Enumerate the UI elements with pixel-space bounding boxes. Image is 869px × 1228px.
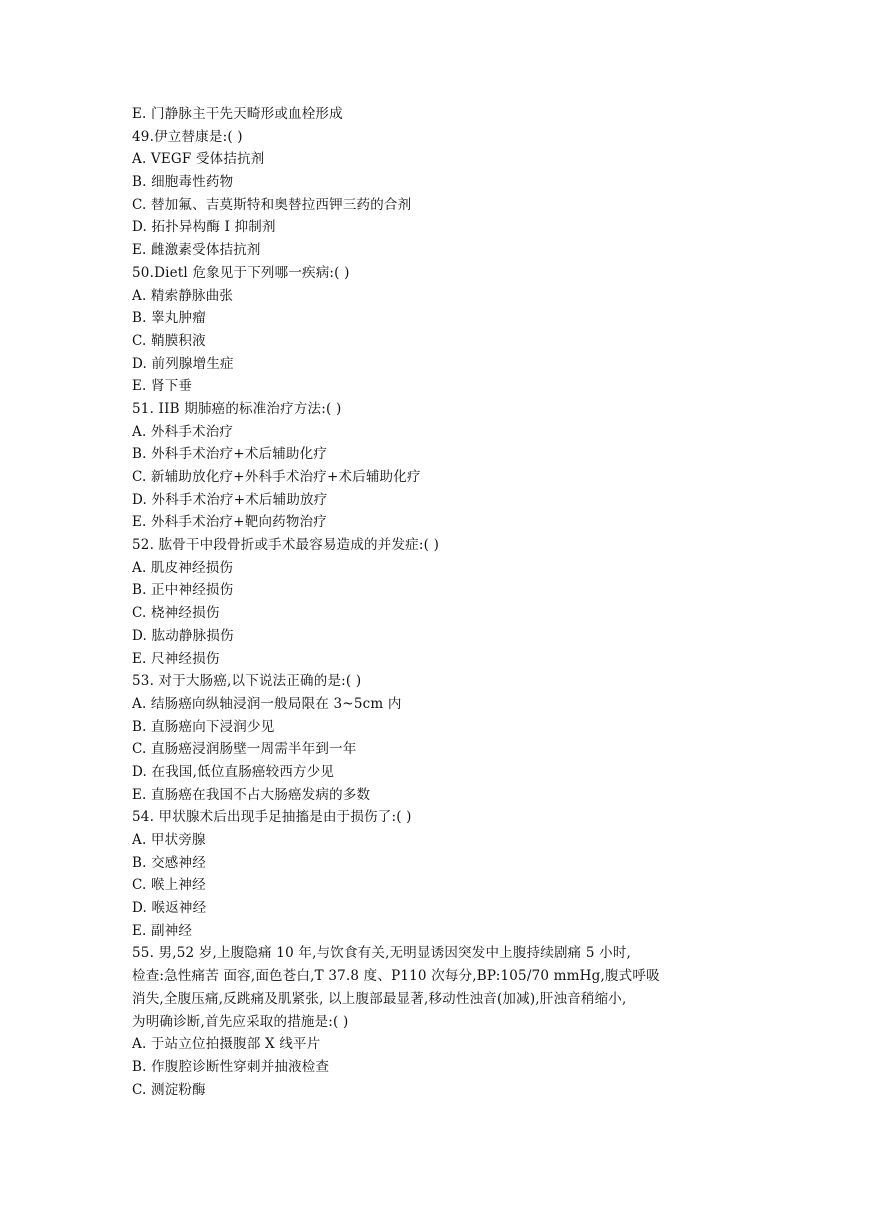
question-line: 50.Dietl 危象见于下列哪一疾病:( ) <box>132 264 350 281</box>
option-line: E. 直肠癌在我国不占大肠癌发病的多数 <box>132 786 371 803</box>
option-line: A. 外科手术治疗 <box>132 423 234 440</box>
option-line: E. 肾下垂 <box>132 378 193 395</box>
option-line: B. 外科手术治疗+术后辅助化疗 <box>132 446 328 463</box>
question-line: 52. 肱骨干中段骨折或手术最容易造成的并发症:( ) <box>132 537 440 554</box>
option-line: A. 肌皮神经损伤 <box>132 559 234 576</box>
question-line: 检查:急性痛苦 面容,面色苍白,T 37.8 度、P110 次每分,BP:105/70 mmHg,腹式呼吸 <box>132 968 660 985</box>
question-line: 51. IIB 期肺癌的标准治疗方法:( ) <box>132 400 342 417</box>
option-line: B. 细胞毒性药物 <box>132 174 234 191</box>
option-line: D. 前列腺增生症 <box>132 355 234 372</box>
option-line: A. VEGF 受体拮抗剂 <box>132 151 265 168</box>
document-page <box>132 103 752 1101</box>
option-line: D. 拓扑异构酶 I 抑制剂 <box>132 219 276 236</box>
option-line: C. 测淀粉酶 <box>132 1081 206 1098</box>
option-line: A. 结肠癌向纵轴浸润一般局限在 3~5cm 内 <box>132 695 402 712</box>
question-line: 49.伊立替康是:( ) <box>132 128 243 145</box>
option-line: E. 雌激素受体拮抗剂 <box>132 242 261 259</box>
option-line: B. 直肠癌向下浸润少见 <box>132 718 275 735</box>
option-line: A. 于站立位拍摄腹部 X 线平片 <box>132 1036 321 1053</box>
option-line: C. 直肠癌浸润肠壁一周需半年到一年 <box>132 741 357 758</box>
option-line: E. 尺神经损伤 <box>132 650 220 667</box>
option-line: C. 鞘膜积液 <box>132 332 206 349</box>
option-line: D. 外科手术治疗+术后辅助放疗 <box>132 491 328 508</box>
question-line: 消失,全腹压痛,反跳痛及肌紧张, 以上腹部最显著,移动性浊音(加减),肝浊音稍缩小, <box>132 990 627 1007</box>
question-line: 55. 男,52 岁,上腹隐痛 10 年,与饮食有关,无明显诱因突发中上腹持续剧痛 5 小时, <box>132 945 632 962</box>
option-line: C. 喉上神经 <box>132 877 206 894</box>
option-line: E. 外科手术治疗+靶向药物治疗 <box>132 514 327 531</box>
option-line: B. 作腹腔诊断性穿刺并抽液检查 <box>132 1058 330 1075</box>
option-line: D. 喉返神经 <box>132 900 207 917</box>
option-line: E. 副神经 <box>132 922 193 939</box>
option-line: B. 正中神经损伤 <box>132 582 234 599</box>
option-line: A. 甲状旁腺 <box>132 832 206 848</box>
option-line: A. 精索静脉曲张 <box>132 287 234 304</box>
option-line: D. 在我国,低位直肠癌较西方少见 <box>132 763 335 780</box>
option-line: B. 睾丸肿瘤 <box>132 310 206 327</box>
option-line: E. 门静脉主干先天畸形或血栓形成 <box>132 106 343 122</box>
option-line: B. 交感神经 <box>132 854 206 871</box>
question-line: 53. 对于大肠癌,以下说法正确的是:( ) <box>132 673 362 690</box>
option-line: C. 新辅助放化疗+外科手术治疗+术后辅助化疗 <box>132 469 421 485</box>
option-line: D. 肱动静脉损伤 <box>132 627 234 644</box>
option-line: C. 替加氟、吉莫斯特和奥替拉西钾三药的合剂 <box>132 196 412 213</box>
question-line: 54. 甲状腺术后出现手足抽搐是由于损伤了:( ) <box>132 809 412 826</box>
option-line: C. 桡神经损伤 <box>132 605 220 622</box>
question-line: 为明确诊断,首先应采取的措施是:( ) <box>132 1013 349 1030</box>
